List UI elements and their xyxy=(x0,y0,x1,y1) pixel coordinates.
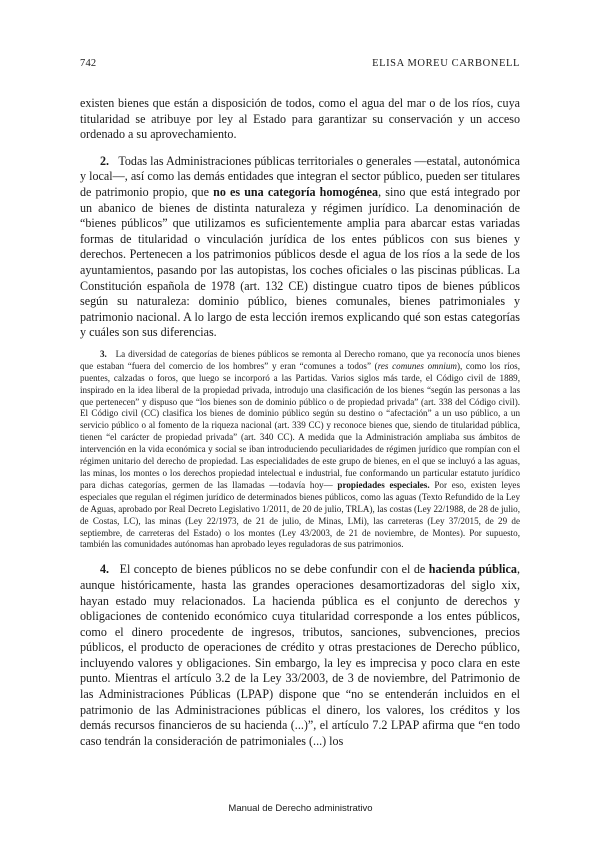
paragraph-number: 2. xyxy=(100,153,110,168)
paragraph-text: El concepto de bienes públicos no se debe confundir con el de xyxy=(119,562,426,577)
emphasis-text: hacienda pública xyxy=(428,562,517,577)
paragraph-4 xyxy=(80,562,520,749)
page-number: 742 xyxy=(80,58,97,69)
emphasis-text: no es una categoría homogénea xyxy=(213,184,379,199)
paragraph-text: ), como los ríos, puentes, calzadas o foros, que luego se incorporó a las Partidas. Varios siglos más tarde, el Código civil de 1889, inspirado en la idea liberal de la propiedad privada, introdujo una clasificación de los bienes “según las personas a las que pertenecen” y dispuso que “los bienes son de dominio público o de propiedad privada” (art. 338 del Código civil). El Código civil (CC) clasifica los bienes de dominio público según su destino o “afectación” a un uso público, a un servicio público o al fomento de la riqueza nacional (art. 339 CC) y reconoce bienes que, siendo de titularidad pública, tienen “el carácter de propiedad privada” (art. 340 CC). A medida que la Administración ampliaba sus ámbitos de intervención en la vida económica y social se iban introduciendo peculiaridades de régimen jurídico que rompían con el régimen unitario del derecho de propiedad. Las especialidades de este grupo de bienes, en el que se incluyó a las aguas, las minas, los montes o los derechos propiedad intelectual e industrial, fue conformando un particular estatuto jurídico para dichas categorías, germen de las llamadas —todavía hoy— xyxy=(80,360,520,490)
paragraph-intro xyxy=(80,96,520,143)
running-header xyxy=(80,58,520,74)
emphasis-text: propiedades especiales. xyxy=(337,479,430,490)
paragraph-intro-text: existen bienes que están a disposición de todos, como el agua del mar o de los ríos, cuya titularidad se atribuye por ley al Estado para garantizar su conservación y un acceso ordenado a su aprovechamiento. xyxy=(80,96,520,142)
paragraph-text: La diversidad de categorías de bienes públicos se remonta al Derecho romano, que ya reconocía unos bienes que estaban “fuera del comercio de los hombres” y eran “comunes a todos” ( xyxy=(80,348,520,371)
running-author: ELISA MOREU CARBONELL xyxy=(372,58,520,69)
page-footer: Manual de Derecho administrativo xyxy=(228,803,373,814)
latin-term: res comunes omnium xyxy=(377,360,457,371)
page-body xyxy=(80,96,520,749)
paragraph-number: 4. xyxy=(100,562,110,577)
paragraph-text: Todas las Administraciones públicas territoriales o generales —estatal, autonómica y local—, así como las demás entidades que integran el sector público, pueden ser titulares de patrimonio propio, que xyxy=(80,153,520,199)
paragraph-3-note xyxy=(80,349,520,551)
paragraph-text: , sino que está integrado por un abanico de bienes de distinta naturaleza y régimen jurídico. La denominación de “bienes públicos” que utilizamos es suficientemente amplia para abarcar estas variadas formas de titularidad o vinculación jurídica de los entes públicos con sus bienes y derechos. Pertenecen a los patrimonios públicos desde el agua de los ríos a la sede de los ayuntamientos, pasando por las autopistas, los coches oficiales o las piscinas públicas. La Constitución española de 1978 (art. 132 CE) distingue cuatro tipos de bienes públicos según su naturaleza: dominio público, bienes comunales, bienes patrimoniales y patrimonio nacional. A lo largo de esta lección iremos explicando qué son estas categorías y cuáles son sus diferencias. xyxy=(80,184,520,340)
paragraph-text: , aunque históricamente, hasta las grandes operaciones desamortizadoras del siglo xix, hayan estado muy relacionados. La hacienda pública es el conjunto de derechos y obligaciones de contenido económico cuya titularidad corresponde a los entes públicos, como el dinero procedente de ingresos, tributos, sanciones, subvenciones, precios públicos, el producto de operaciones de crédito y otras prestaciones de Derecho público, incluyendo valores y obligaciones. Sin embargo, la ley es imprecisa y poco clara en este punto. Mientras el artículo 3.2 de la Ley 33/2003, de 3 de noviembre, del Patrimonio de las Administraciones Públicas (LPAP) dispone que “no se entenderán incluidos en el patrimonio de las Administraciones públicas el dinero, los valores, los créditos y los demás recursos financieros de su hacienda (...)”, el artículo 7.2 LPAP afirma que “en todo caso tendrán la consideración de patrimoniales (...) los xyxy=(80,562,520,748)
paragraph-2 xyxy=(80,154,520,341)
paragraph-text: Por eso, existen leyes especiales que regulan el régimen jurídico de determinados bienes públicos, como las aguas (Texto Refundido de la Ley de Aguas, aprobado por Real Decreto Legislativo 1/2011, de 20 de julio, TRLA), las costas (Ley 22/1988, de 28 de julio, de Costas, LC), las minas (Ley 22/1973, de 21 de julio, de Minas, LMi), las carreteras (Ley 37/2015, de 29 de septiembre, de carreteras del Estado) o los montes (Ley 43/2003, de 21 de noviembre, de Montes). Por supuesto, también las comunidades autónomas han aprobado leyes reguladoras de sus patrimonios. xyxy=(80,479,521,550)
paragraph-number: 3. xyxy=(100,348,107,359)
